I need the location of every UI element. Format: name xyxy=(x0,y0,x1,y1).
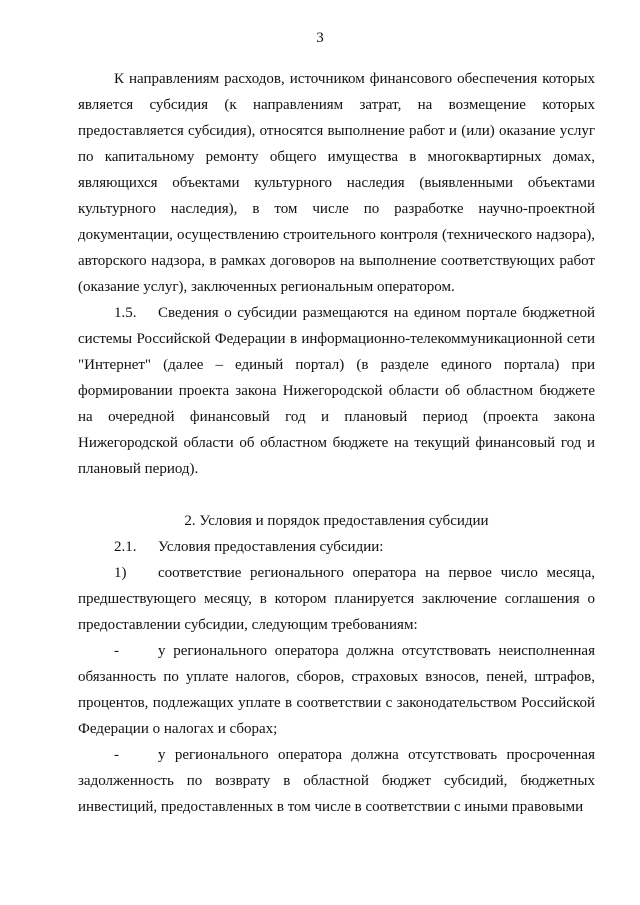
paragraph-text: Условия предоставления субсидии: xyxy=(158,539,384,555)
paragraph-number: 1.5. xyxy=(114,305,137,321)
section-heading: 2. Условия и порядок предоставления субсидии xyxy=(184,513,489,529)
list-number: 1) xyxy=(114,565,127,581)
paragraph-expense-directions: К направлениям расходов, источником финансового обеспечения которых является субсидия (к направлениям затрат, на возмещение которых предоставляется субсидия), относятся выполнение работ и (или) оказание услуг по капитальному ремонту общего имущества в многоквартирных домах, являющихся объектами культурного наследия (выявленными объектами культурного наследия), в том числе по разработке научно-проектной документации, осуществлению строительного контроля (технического надзора), авторского надзора, в рамках договоров на выполнение соответствующих работ (оказание услуг), заключенных региональным оператором. xyxy=(78,71,595,295)
dash-marker: - xyxy=(114,643,119,659)
list-item-text: у регионального оператора должна отсутствовать неисполненная обязанность по уплате налогов, сборов, страховых взносов, пеней, штрафов, процентов, подлежащих уплате в соответствии с законодательством Российской Федерации о налогах и сборах; xyxy=(78,643,595,737)
list-item-1 xyxy=(78,560,595,638)
list-item-dash-2 xyxy=(78,742,595,820)
list-item-dash-1 xyxy=(78,638,595,742)
page-number: 3 xyxy=(316,30,324,46)
list-item-text: соответствие регионального оператора на первое число месяца, предшествующего месяцу, в котором планируется заключение соглашения о предоставлении субсидии, следующим требованиям: xyxy=(78,565,595,633)
paragraph-1-5 xyxy=(78,300,595,482)
paragraph-2-1 xyxy=(78,534,595,560)
dash-marker: - xyxy=(114,747,119,763)
paragraph-text: Сведения о субсидии размещаются на едином портале бюджетной системы Российской Федерации в информационно-телекоммуникационной сети "Интернет" (далее – единый портал) (в разделе единого портала) при формировании проекта закона Нижегородской области об областном бюджете на очередной финансовый год и плановый период (проекта закона Нижегородской области об областном бюджете на текущий финансовый год и плановый период). xyxy=(78,305,595,477)
list-item-text: у регионального оператора должна отсутствовать просроченная задолженность по возврату в областной бюджет субсидий, бюджетных инвестиций, предоставленных в том числе в соответствии с иными правовыми xyxy=(78,747,595,815)
paragraph-number: 2.1. xyxy=(114,539,137,555)
document-body xyxy=(78,66,595,820)
